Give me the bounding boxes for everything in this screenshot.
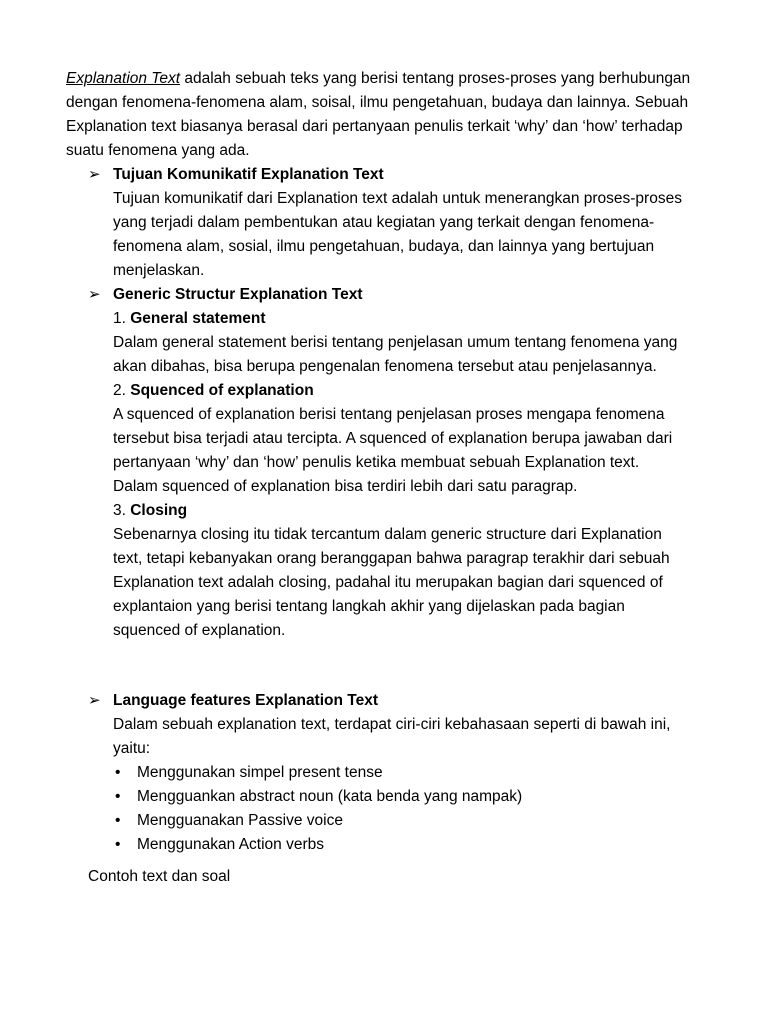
item-number: 2. (113, 382, 131, 399)
structure-item-body: Sebenarnya closing itu tidak tercantum dalam generic structure dari Explanation text, tetapi kebanyakan orang beranggapan bahwa paragrap terakhir dari sebuah Explanation text adalah closing, padahal itu merupakan bagian dari squenced of explantaion yang berisi tentang langkah akhir yang dijelaskan pada bagian squenced of explanation. (113, 526, 670, 639)
section-heading: Tujuan Komunikatif Explanation Text (113, 166, 384, 183)
bullet-dot-icon: • (115, 836, 121, 853)
list-item (113, 761, 688, 785)
arrow-bullet-icon: ➢ (88, 286, 101, 303)
structure-item-heading (113, 499, 688, 523)
list-item (113, 785, 688, 809)
structure-item-body: A squenced of explanation berisi tentang penjelasan proses mengapa fenomena tersebut bisa terjadi atau tercipta. A squenced of explanation berupa jawaban dari pertanyaan ‘why’ dan ‘how’ penulis ketika membuat sebuah Explanation text. Dalam squenced of explanation bisa terdiri lebih dari satu paragrap. (113, 406, 673, 495)
bullet-dot-icon: • (115, 812, 121, 829)
intro-text: adalah sebuah teks yang berisi tentang proses-proses yang berhubungan dengan fenomena-fenomena alam, soisal, ilmu pengetahuan, budaya dan lainnya. Sebuah Explanation text biasanya berasal dari pertanyaan penulis terkait ‘why’ dan ‘how’ terhadap suatu fenomena yang ada. (66, 70, 691, 159)
item-number: 1. (113, 310, 131, 327)
bullet-dot-icon: • (115, 764, 121, 781)
section-body: Tujuan komunikatif dari Explanation text adalah untuk menerangkan proses-proses yang terjadi dalam pembentukan atau kegiatan yang terkait dengan fenomena-fenomena alam, sosial, ilmu pengetahuan, budaya, dan lainnya yang bertujuan menjelaskan. (113, 190, 682, 279)
list-item (113, 833, 688, 857)
item-title: Closing (130, 502, 188, 519)
item-title: Squenced of explanation (130, 382, 314, 399)
intro-paragraph (66, 67, 706, 163)
structure-item-heading (113, 379, 688, 403)
feature-list (113, 761, 688, 857)
item-title: General statement (130, 310, 266, 327)
list-item-text: Menggunakan Action verbs (137, 836, 324, 853)
section-tujuan (88, 163, 688, 283)
arrow-bullet-icon: ➢ (88, 692, 101, 709)
intro-term: Explanation Text (66, 70, 181, 87)
structure-item-heading (113, 307, 688, 331)
section-heading: Language features Explanation Text (113, 692, 378, 709)
footer-text: Contoh text dan soal (88, 868, 231, 885)
structure-item-body: Dalam general statement berisi tentang penjelasan umum tentang fenomena yang akan dibahas, bisa berupa pengenalan fenomena tersebut atau penjelasannya. (113, 334, 678, 375)
list-item-text: Mengguankan abstract noun (kata benda yang nampak) (137, 788, 523, 805)
list-item-text: Menggunakan simpel present tense (137, 764, 383, 781)
section-language-features (88, 689, 688, 857)
bullet-dot-icon: • (115, 788, 121, 805)
list-item-text: Mengguanakan Passive voice (137, 812, 343, 829)
section-body: Dalam sebuah explanation text, terdapat ciri-ciri kebahasaan seperti di bawah ini, yaitu: (113, 716, 671, 757)
section-generic-structure (88, 283, 688, 643)
item-number: 3. (113, 502, 131, 519)
list-item (113, 809, 688, 833)
section-heading: Generic Structur Explanation Text (113, 286, 363, 303)
arrow-bullet-icon: ➢ (88, 166, 101, 183)
